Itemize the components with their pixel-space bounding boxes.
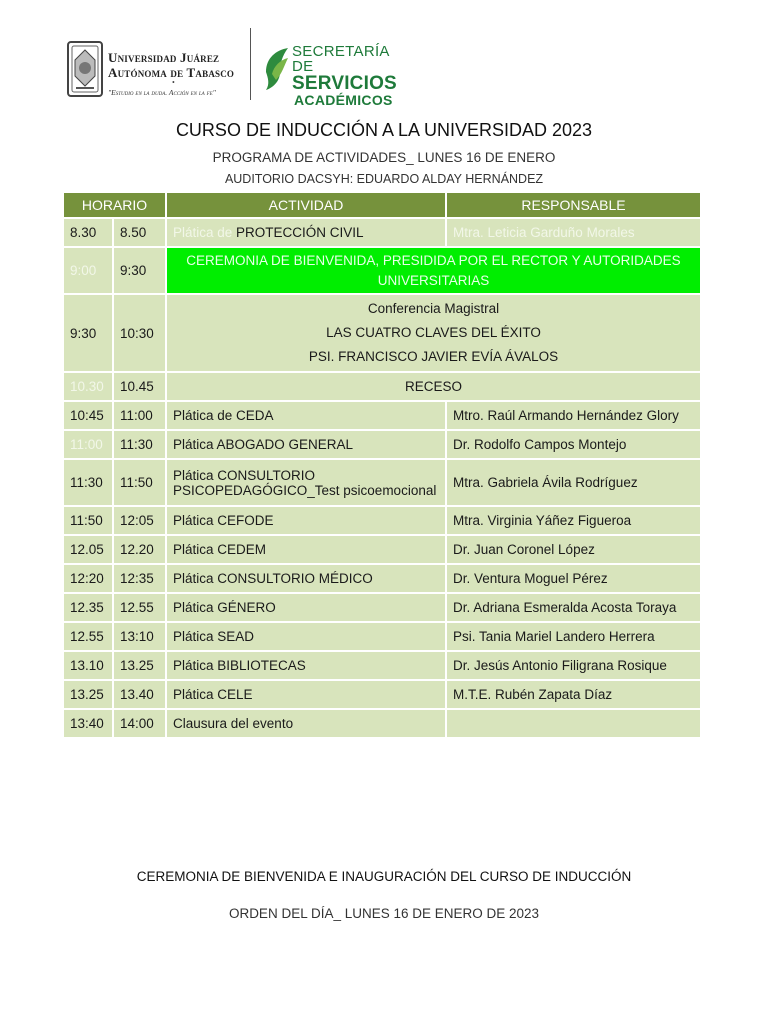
- break-cell: RECESO: [167, 373, 700, 402]
- table-row: [64, 594, 700, 623]
- start-time: 13.10: [64, 652, 112, 681]
- end-time: 13.40: [114, 681, 165, 710]
- document-title: CURSO DE INDUCCIÓN A LA UNIVERSIDAD 2023: [175, 120, 593, 140]
- table-row: [64, 460, 700, 507]
- responsible-cell: Dr. Adriana Esmeralda Acosta Toraya: [447, 594, 700, 623]
- activity-cell: Plática GÉNERO: [167, 594, 445, 623]
- start-time: 11:00: [64, 431, 112, 460]
- start-time: 9:00: [64, 248, 112, 295]
- start-time: 12:20: [64, 565, 112, 594]
- secretaria-logo: [262, 40, 402, 108]
- ceremony-cell: CEREMONIA DE BIENVENIDA, PRESIDIDA POR EL RECTOR Y AUTORIDADES UNIVERSITARIAS: [167, 248, 700, 295]
- activity-text: PROTECCIÓN CIVIL: [236, 225, 364, 240]
- responsible-cell: [447, 710, 700, 739]
- activity-cell: [167, 460, 445, 507]
- table-row: [64, 373, 700, 402]
- ujat-logo: [66, 40, 256, 100]
- responsible-cell: Psi. Tania Mariel Landero Herrera: [447, 623, 700, 652]
- end-time: 11:00: [114, 402, 165, 431]
- end-time: 13:10: [114, 623, 165, 652]
- end-time: 9:30: [114, 248, 165, 295]
- table-row: [64, 681, 700, 710]
- activity-cell: Plática CEFODE: [167, 507, 445, 536]
- table-row: [64, 295, 700, 373]
- secretaria-line2: SERVICIOS: [292, 73, 397, 94]
- end-time: 12.55: [114, 594, 165, 623]
- start-time: 12.55: [64, 623, 112, 652]
- start-time: 12.35: [64, 594, 112, 623]
- program-subtitle: PROGRAMA DE ACTIVIDADES_ LUNES 16 DE ENERO: [212, 150, 556, 165]
- responsible-cell: Mtra. Virginia Yáñez Figueroa: [447, 507, 700, 536]
- activity-cell: Plática ABOGADO GENERAL: [167, 431, 445, 460]
- start-time: 10.30: [64, 373, 112, 402]
- university-seal-icon: [66, 40, 104, 98]
- activity-line1: Plática CONSULTORIO: [173, 467, 316, 483]
- leaf-emblem-icon: [262, 44, 292, 94]
- secretaria-line1: SECRETARÍA DE: [292, 43, 389, 75]
- activity-cell: Plática CEDEM: [167, 536, 445, 565]
- table-header-row: [64, 193, 700, 219]
- university-name-line1: Universidad Juárez: [108, 50, 220, 65]
- activity-cell: Plática CONSULTORIO MÉDICO: [167, 565, 445, 594]
- secretaria-wordmark: [292, 44, 402, 107]
- activity-prefix: Plática de: [173, 225, 237, 240]
- start-time: 13.25: [64, 681, 112, 710]
- header-horario: HORARIO: [64, 193, 165, 219]
- header-responsable: RESPONSABLE: [447, 193, 700, 219]
- table-row: [64, 710, 700, 739]
- end-time: 12.20: [114, 536, 165, 565]
- start-time: 9:30: [64, 295, 112, 373]
- start-time: 10:45: [64, 402, 112, 431]
- responsible-cell: M.T.E. Rubén Zapata Díaz: [447, 681, 700, 710]
- responsible-cell: Dr. Ventura Moguel Pérez: [447, 565, 700, 594]
- university-name-line2: Autónoma de Tabasco: [108, 65, 235, 80]
- end-time: 10:30: [114, 295, 165, 373]
- activity-cell: Clausura del evento: [167, 710, 445, 739]
- conference-title: LAS CUATRO CLAVES DEL ÉXITO: [326, 325, 541, 340]
- conference-speaker: PSI. FRANCISCO JAVIER EVÍA ÁVALOS: [308, 349, 559, 364]
- end-time: 12:05: [114, 507, 165, 536]
- responsible-cell: Dr. Rodolfo Campos Montejo: [447, 431, 700, 460]
- end-time: 11:50: [114, 460, 165, 507]
- responsible-cell: Mtro. Raúl Armando Hernández Glory: [447, 402, 700, 431]
- conference-label: Conferencia Magistral: [367, 301, 500, 316]
- schedule-table: [62, 193, 702, 739]
- end-time: 14:00: [114, 710, 165, 739]
- conference-cell: [167, 295, 700, 373]
- end-time: 8.50: [114, 219, 165, 248]
- table-row: [64, 402, 700, 431]
- start-time: 11:50: [64, 507, 112, 536]
- table-row: [64, 652, 700, 681]
- dot-separator: •: [172, 78, 175, 87]
- table-row: [64, 536, 700, 565]
- activity-cell: [167, 219, 445, 248]
- university-motto: "Estudio en la duda. Acción en la fe": [108, 88, 216, 97]
- activity-cell: Plática SEAD: [167, 623, 445, 652]
- agenda-heading: ORDEN DEL DÍA_ LUNES 16 DE ENERO DE 2023: [228, 906, 540, 921]
- end-time: 13.25: [114, 652, 165, 681]
- table-row: [64, 431, 700, 460]
- responsible-cell: Dr. Jesús Antonio Filigrana Rosique: [447, 652, 700, 681]
- responsible-cell: Mtra. Gabriela Ávila Rodríguez: [447, 460, 700, 507]
- table-row: [64, 565, 700, 594]
- responsible-cell: Dr. Juan Coronel López: [447, 536, 700, 565]
- table-row: [64, 219, 700, 248]
- end-time: 10.45: [114, 373, 165, 402]
- start-time: 13:40: [64, 710, 112, 739]
- responsible-cell: Mtra. Leticia Garduño Morales: [447, 219, 700, 248]
- header-actividad: ACTIVIDAD: [167, 193, 445, 219]
- activity-cell: Plática CELE: [167, 681, 445, 710]
- venue-subtitle: AUDITORIO DACSYH: EDUARDO ALDAY HERNÁNDEZ: [224, 172, 544, 186]
- start-time: 8.30: [64, 219, 112, 248]
- start-time: 12.05: [64, 536, 112, 565]
- secretaria-line3: ACADÉMICOS: [294, 92, 393, 108]
- end-time: 12:35: [114, 565, 165, 594]
- ceremony-heading: CEREMONIA DE BIENVENIDA E INAUGURACIÓN DEL CURSO DE INDUCCIÓN: [136, 869, 632, 884]
- ujat-wordmark: [108, 50, 234, 97]
- end-time: 11:30: [114, 431, 165, 460]
- table-row: [64, 507, 700, 536]
- logo-divider: [250, 28, 251, 100]
- activity-line2: PSICOPEDAGÓGICO_Test psicoemocional: [173, 482, 437, 498]
- activity-cell: Plática de CEDA: [167, 402, 445, 431]
- activity-cell: Plática BIBLIOTECAS: [167, 652, 445, 681]
- table-row: [64, 623, 700, 652]
- table-row: [64, 248, 700, 295]
- start-time: 11:30: [64, 460, 112, 507]
